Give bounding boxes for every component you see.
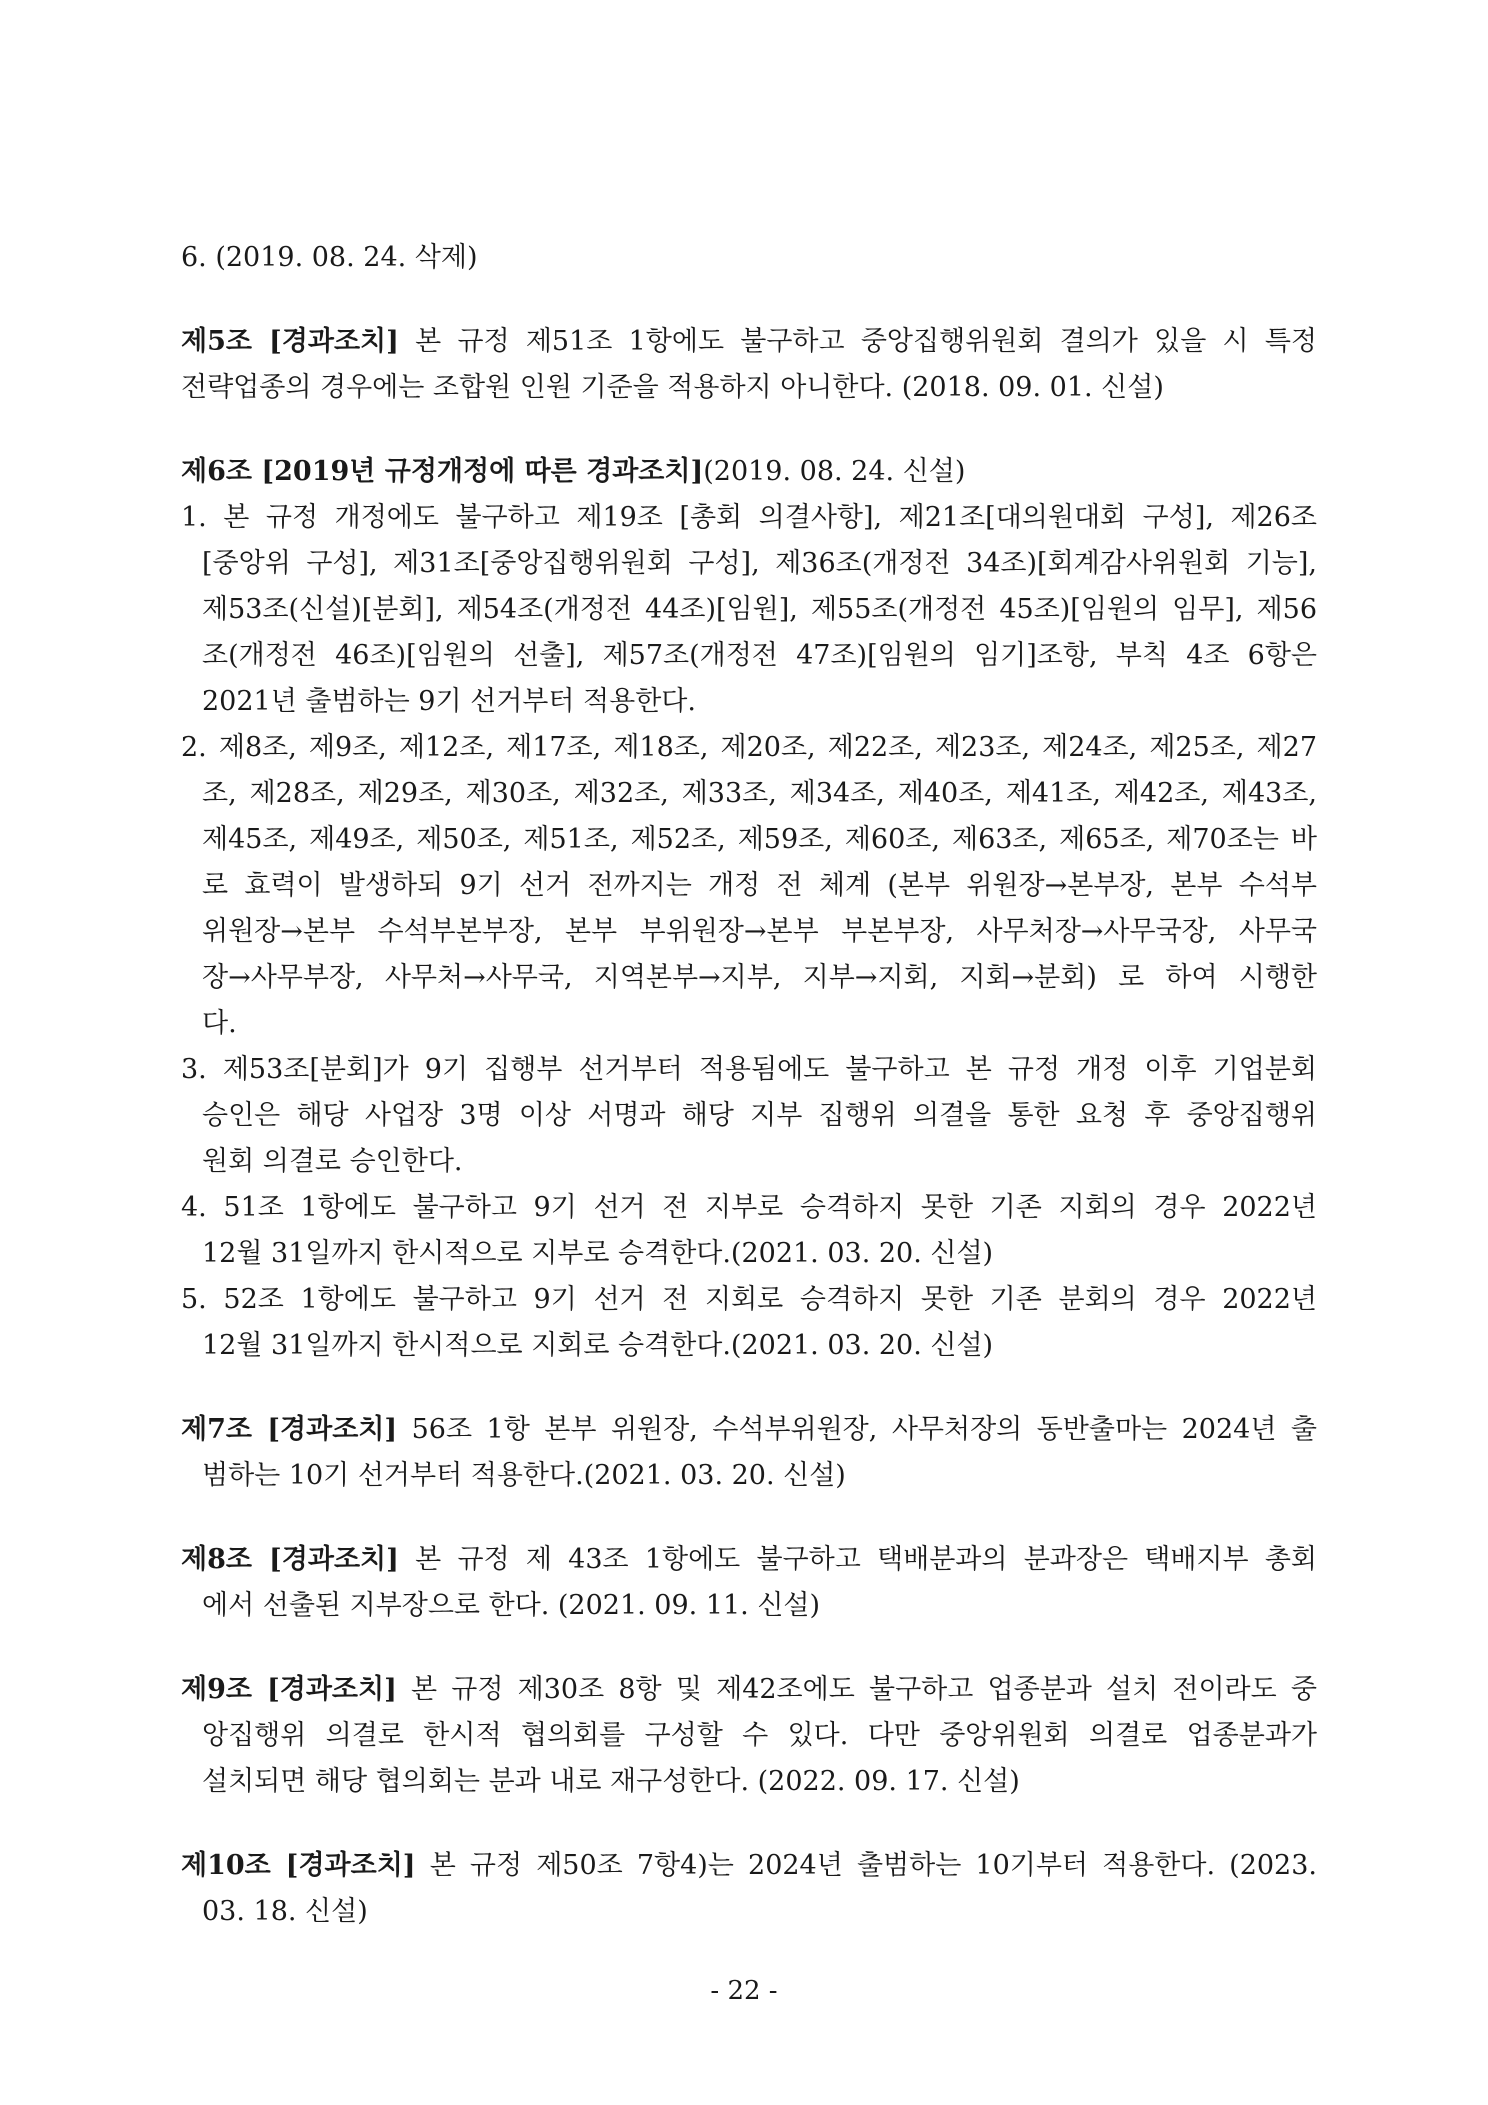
list-item-2-continued: 조, 제28조, 제29조, 제30조, 제32조, 제33조, 제34조, 제40조, 제41조, 제42조, 제43조, xyxy=(202,778,1317,809)
list-item-3: 3. 제53조[분회]가 9기 집행부 선거부터 적용됨에도 불구하고 본 규정 개정 이후 기업분회 xyxy=(181,1054,1317,1085)
list-item-1-continued: 2021년 출범하는 9기 선거부터 적용한다. xyxy=(202,686,696,717)
list-item-3-continued: 원회 의결로 승인한다. xyxy=(202,1146,463,1177)
article-text: 56조 1항 본부 위원장, 수석부위원장, 사무처장의 동반출마는 2024년 출 xyxy=(397,1414,1317,1445)
article-text: 본 규정 제 43조 1항에도 불구하고 택배분과의 분과장은 택배지부 총회 xyxy=(398,1544,1317,1575)
article-heading: 제10조 [경과조치] xyxy=(181,1850,416,1881)
article-text: 범하는 10기 선거부터 적용한다.(2021. 03. 20. 신설) xyxy=(202,1460,846,1491)
article-text: 설치되면 해당 협의회는 분과 내로 재구성한다. (2022. 09. 17. 신설) xyxy=(202,1766,1020,1797)
article-text: 전략업종의 경우에는 조합원 인원 기준을 적용하지 아니한다. (2018. 09. 01. 신설) xyxy=(181,372,1164,403)
list-item-1-continued: 제53조(신설)[분회], 제54조(개정전 44조)[임원], 제55조(개정전 45조)[임원의 임무], 제56 xyxy=(202,594,1317,625)
list-item-1-continued: [중앙위 구성], 제31조[중앙집행위원회 구성], 제36조(개정전 34조)[회계감사위원회 기능], xyxy=(202,548,1317,579)
article-10 xyxy=(181,1843,1317,1935)
article-6 xyxy=(181,449,1317,1369)
article-heading: 제7조 [경과조치] xyxy=(181,1414,398,1445)
list-item-2-continued: 장→사무부장, 사무처→사무국, 지역본부→지부, 지부→지회, 지회→분회) 로 하여 시행한 xyxy=(202,962,1317,993)
article-8 xyxy=(181,1537,1317,1629)
list-item-2: 2. 제8조, 제9조, 제12조, 제17조, 제18조, 제20조, 제22조, 제23조, 제24조, 제25조, 제27 xyxy=(181,732,1317,763)
article-note: (2019. 08. 24. 신설) xyxy=(703,456,966,487)
article-heading: 제9조 [경과조치] xyxy=(181,1674,397,1705)
list-item-1: 1. 본 규정 개정에도 불구하고 제19조 [총회 의결사항], 제21조[대의원대회 구성], 제26조 xyxy=(181,502,1317,533)
article-heading: 제6조 [2019년 규정개정에 따른 경과조치] xyxy=(181,456,704,487)
article-text: 에서 선출된 지부장으로 한다. (2021. 09. 11. 신설) xyxy=(202,1590,821,1621)
list-item-2-continued: 다. xyxy=(202,1008,237,1039)
list-item-4: 4. 51조 1항에도 불구하고 9기 선거 전 지부로 승격하지 못한 기존 지회의 경우 2022년 xyxy=(181,1192,1317,1223)
article-9 xyxy=(181,1667,1317,1805)
list-item-3-continued: 승인은 해당 사업장 3명 이상 서명과 해당 지부 집행위 의결을 통한 요청 후 중앙집행위 xyxy=(202,1100,1317,1131)
article-text: 본 규정 제30조 8항 및 제42조에도 불구하고 업종분과 설치 전이라도 중 xyxy=(396,1674,1317,1705)
page-number: - 22 - xyxy=(710,1976,778,2006)
list-item-5-continued: 12월 31일까지 한시적으로 지회로 승격한다.(2021. 03. 20. 신설) xyxy=(202,1330,994,1361)
article-heading: 제8조 [경과조치] xyxy=(181,1544,399,1575)
list-item-2-continued: 제45조, 제49조, 제50조, 제51조, 제52조, 제59조, 제60조, 제63조, 제65조, 제70조는 바 xyxy=(202,824,1317,855)
article-5 xyxy=(181,319,1317,411)
list-item-4-continued: 12월 31일까지 한시적으로 지부로 승격한다.(2021. 03. 20. 신설) xyxy=(202,1238,994,1269)
deleted-item-6: 6. (2019. 08. 24. 삭제) xyxy=(181,242,478,273)
document-body xyxy=(181,235,1317,1935)
list-item-5: 5. 52조 1항에도 불구하고 9기 선거 전 지회로 승격하지 못한 기존 분회의 경우 2022년 xyxy=(181,1284,1317,1315)
article-text: 본 규정 제50조 7항4)는 2024년 출범하는 10기부터 적용한다. (2023. xyxy=(415,1850,1317,1881)
article-text: 본 규정 제51조 1항에도 불구하고 중앙집행위원회 결의가 있을 시 특정 xyxy=(398,326,1317,357)
list-item-2-continued: 위원장→본부 수석부본부장, 본부 부위원장→본부 부본부장, 사무처장→사무국장, 사무국 xyxy=(202,916,1317,947)
list-item-2-continued: 로 효력이 발생하되 9기 선거 전까지는 개정 전 체계 (본부 위원장→본부장, 본부 수석부 xyxy=(202,870,1317,901)
list-item-1-continued: 조(개정전 46조)[임원의 선출], 제57조(개정전 47조)[임원의 임기]조항, 부칙 4조 6항은 xyxy=(202,640,1317,671)
article-text: 앙집행위 의결로 한시적 협의회를 구성할 수 있다. 다만 중앙위원회 의결로 업종분과가 xyxy=(202,1720,1317,1751)
article-heading: 제5조 [경과조치] xyxy=(181,326,399,357)
article-7 xyxy=(181,1407,1317,1499)
article-text: 03. 18. 신설) xyxy=(202,1896,368,1927)
